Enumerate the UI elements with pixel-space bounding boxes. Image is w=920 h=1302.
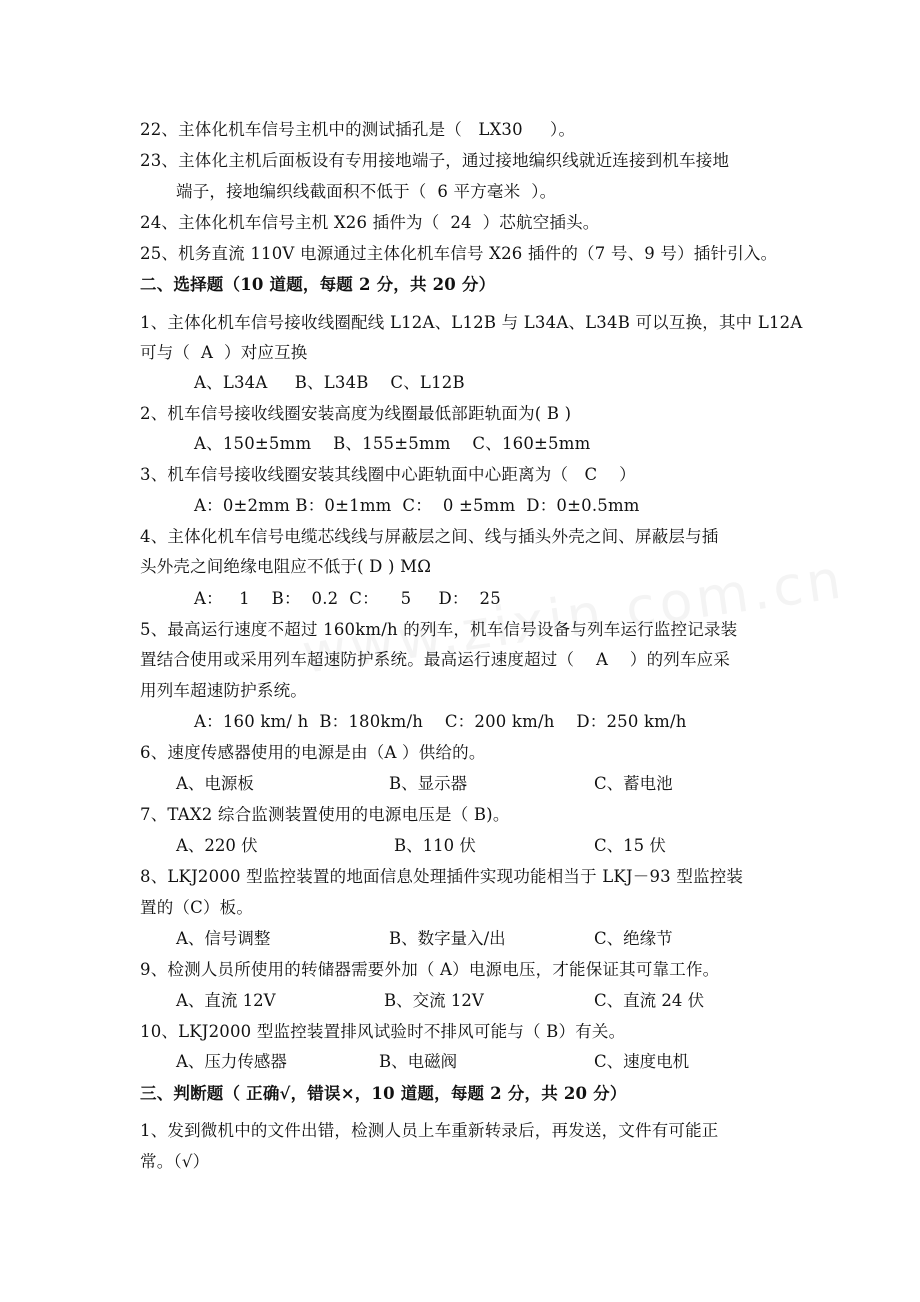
section2-heading: 二、选择题（10 道题，每题 2 分，共 20 分） (140, 275, 496, 294)
choice-q8-option-a: A、信号调整 (176, 929, 271, 948)
choice-q4-options: A： 1 B： 0.2 C： 5 D： 25 (194, 589, 501, 608)
choice-q6-option-b: B、显示器 (389, 774, 468, 793)
choice-q1-line1: 1、主体化机车信号接收线圈配线 L12A、L12B 与 L34A、L34B 可以互换，其中 L12A (140, 313, 803, 332)
choice-q8-option-b: B、数字量入/出 (389, 929, 506, 948)
choice-q7-line1: 7、TAX2 综合监测装置使用的电源电压是（ B)。 (140, 805, 510, 824)
choice-q4-line2: 头外壳之间绝缘电阻应不低于( D ) MΩ (140, 557, 432, 576)
choice-q8-option-c: C、绝缘节 (594, 929, 673, 948)
choice-q4-line1: 4、主体化机车信号电缆芯线线与屏蔽层之间、线与插头外壳之间、屏蔽层与插 (140, 527, 719, 546)
choice-q9-option-b: B、交流 12V (384, 991, 484, 1010)
fill-item-24: 24、主体化机车信号主机 X26 插件为（ 24 ）芯航空插头。 (140, 213, 600, 232)
choice-q2-line1: 2、机车信号接收线圈安装高度为线圈最低部距轨面为( B ) (140, 404, 572, 423)
choice-q10-line1: 10、LKJ2000 型监控装置排风试验时不排风可能与（ B）有关。 (140, 1022, 626, 1041)
fill-item-25: 25、机务直流 110V 电源通过主体化机车信号 X26 插件的（7 号、9 号）插针引入。 (140, 244, 778, 263)
choice-q9-line1: 9、检测人员所使用的转储器需要外加（ A）电源电压，才能保证其可靠工作。 (140, 960, 720, 979)
judge-item-1-line1: 1、发到微机中的文件出错，检测人员上车重新转录后，再发送，文件有可能正 (140, 1121, 719, 1140)
fill-item-23-line2: 端子，接地编织线截面积不低于（ 6 平方毫米 ）。 (176, 182, 557, 201)
choice-q5-line3: 用列车超速防护系统。 (140, 681, 307, 700)
choice-q3-options: A：0±2mm B：0±1mm C： 0 ±5mm D：0±0.5mm (194, 496, 640, 515)
choice-q8-line2: 置的（C）板。 (140, 898, 254, 917)
choice-q1-line2: 可与（ A ）对应互换 (140, 343, 308, 362)
fill-item-22: 22、主体化机车信号主机中的测试插孔是（ LX30 ）。 (140, 120, 576, 139)
choice-q3-line1: 3、机车信号接收线圈安装其线圈中心距轨面中心距离为（ C ） (140, 465, 636, 484)
choice-q7-option-a: A、220 伏 (176, 836, 258, 855)
choice-q2-options: A、150±5mm B、155±5mm C、160±5mm (194, 434, 591, 453)
choice-q7-option-b: B、110 伏 (394, 836, 476, 855)
choice-q5-options: A：160 km/ h B：180km/h C：200 km/h D：250 km/h (194, 712, 687, 731)
choice-q10-option-a: A、压力传感器 (176, 1052, 287, 1071)
choice-q5-line1: 5、最高运行速度不超过 160km/h 的列车，机车信号设备与列车运行监控记录装 (140, 620, 738, 639)
choice-q5-line2: 置结合使用或采用列车超速防护系统。最高运行速度超过（ A ）的列车应采 (140, 650, 731, 669)
choice-q9-option-a: A、直流 12V (176, 991, 276, 1010)
choice-q8-line1: 8、LKJ2000 型监控装置的地面信息处理插件实现功能相当于 LKJ－93 型监控装 (140, 867, 744, 886)
section3-heading: 三、判断题（ 正确√，错误×，10 道题，每题 2 分，共 20 分） (140, 1084, 627, 1103)
fill-item-23-line1: 23、主体化主机后面板设有专用接地端子，通过接地编织线就近连接到机车接地 (140, 151, 730, 170)
choice-q10-option-c: C、速度电机 (594, 1052, 690, 1071)
choice-q1-options: A、L34A B、L34B C、L12B (194, 373, 465, 392)
choice-q6-option-c: C、蓄电池 (594, 774, 673, 793)
choice-q7-option-c: C、15 伏 (594, 836, 666, 855)
choice-q6-option-a: A、电源板 (176, 774, 254, 793)
choice-q10-option-b: B、电磁阀 (379, 1052, 458, 1071)
choice-q9-option-c: C、直流 24 伏 (594, 991, 705, 1010)
choice-q6-line1: 6、速度传感器使用的电源是由（A ）供给的。 (140, 743, 486, 762)
judge-item-1-line2: 常。（√） (140, 1152, 210, 1171)
